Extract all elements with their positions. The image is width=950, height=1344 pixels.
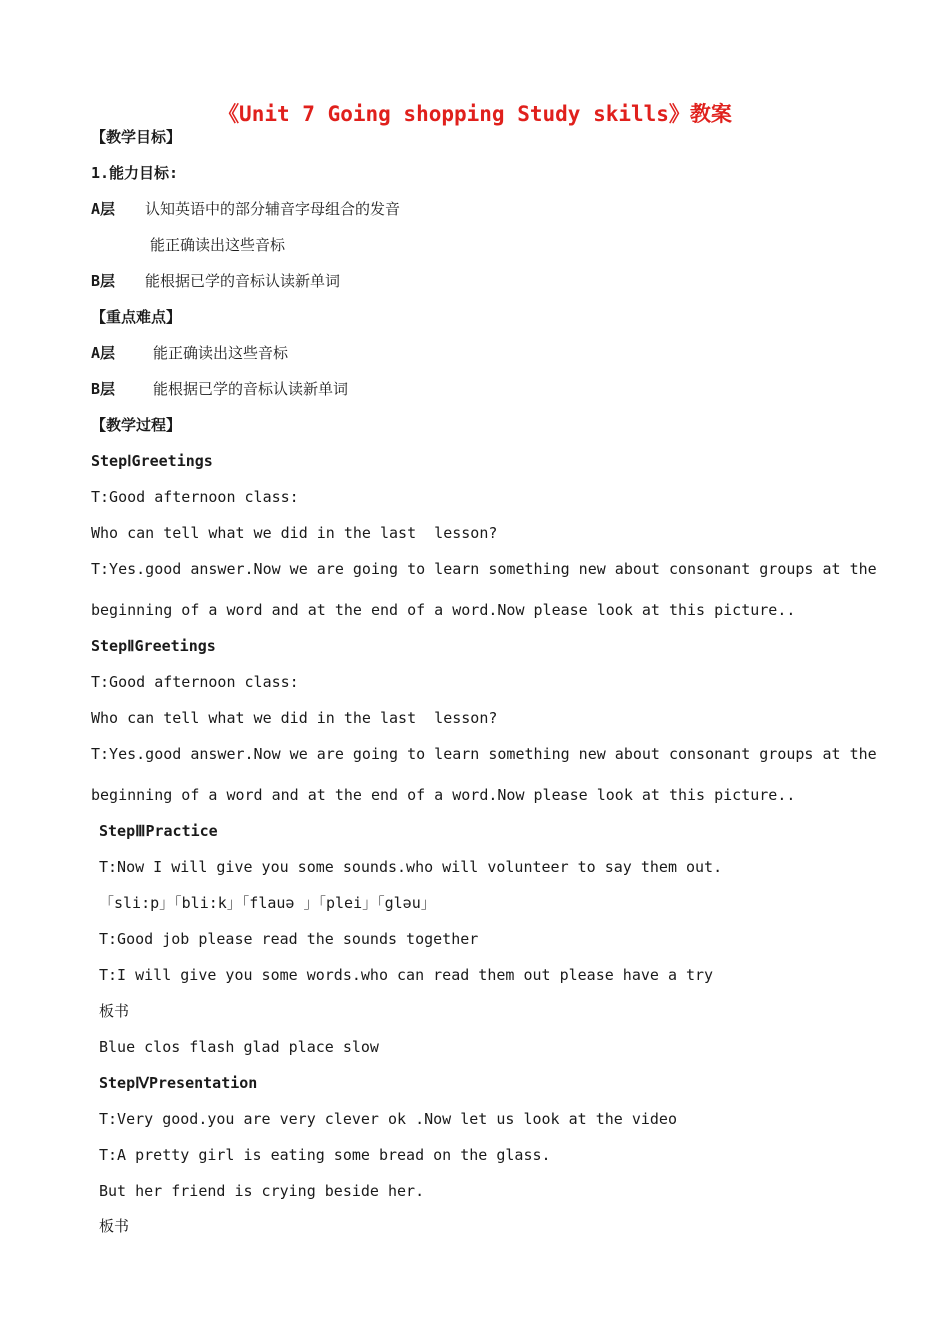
key-heading: 【重点难点】 [91,308,182,326]
step3-line-3: T:Good job please read the sounds together [99,930,479,948]
key-a-text: 能正确读出这些音标 [153,344,289,362]
page-title: 《Unit 7 Going shopping Study skills》教案 [218,102,732,126]
key-a-line [91,343,288,363]
step2-line-2: Who can tell what we did in the last lesson? [91,709,498,727]
step3-line-5: 板书 [99,1002,130,1020]
level-b-line [91,271,340,291]
step3-line-4: T:I will give you some words.who can read them out please have a try [99,966,714,984]
step2-line-4: beginning of a word and at the end of a word.Now please look at this picture.. [91,786,796,804]
step4-heading: StepⅣPresentation [99,1074,258,1092]
level-a-label: A层 [91,200,116,218]
step1-line-4: beginning of a word and at the end of a word.Now please look at this picture.. [91,601,796,619]
key-b-line [91,379,348,399]
step2-line-3: T:Yes.good answer.Now we are going to learn something new about consonant groups at the [91,745,877,763]
key-b-text: 能根据已学的音标认读新单词 [153,380,349,398]
key-b-label: B层 [91,380,116,398]
step1-heading: StepⅠGreetings [91,452,213,470]
step3-heading: StepⅢPractice [99,822,218,840]
level-a-line [91,199,400,219]
step1-line-1: T:Good afternoon class: [91,488,299,506]
level-a-text-2: 能正确读出这些音标 [150,236,286,254]
key-a-label: A层 [91,344,116,362]
step4-line-3: But her friend is crying beside her. [99,1182,425,1200]
step4-line-4: 板书 [99,1217,130,1235]
step2-heading: StepⅡGreetings [91,637,216,655]
level-b-label: B层 [91,272,116,290]
step2-line-1: T:Good afternoon class: [91,673,299,691]
step3-line-6: Blue clos flash glad place slow [99,1038,379,1056]
step4-line-2: T:A pretty girl is eating some bread on the glass. [99,1146,551,1164]
step3-line-2: 「sli:p」「bli:k」「flauə 」「plei」「gləu」 [99,894,436,912]
ability-heading: 1.能力目标: [91,164,179,182]
step3-line-1: T:Now I will give you some sounds.who will volunteer to say them out. [99,858,723,876]
level-b-text: 能根据已学的音标认读新单词 [145,272,341,290]
step1-line-2: Who can tell what we did in the last lesson? [91,524,498,542]
process-heading: 【教学过程】 [91,416,182,434]
step1-line-3: T:Yes.good answer.Now we are going to learn something new about consonant groups at the [91,560,877,578]
step4-line-1: T:Very good.you are very clever ok .Now let us look at the video [99,1110,677,1128]
objectives-heading: 【教学目标】 [91,128,182,146]
level-a-text: 认知英语中的部分辅音字母组合的发音 [145,200,401,218]
